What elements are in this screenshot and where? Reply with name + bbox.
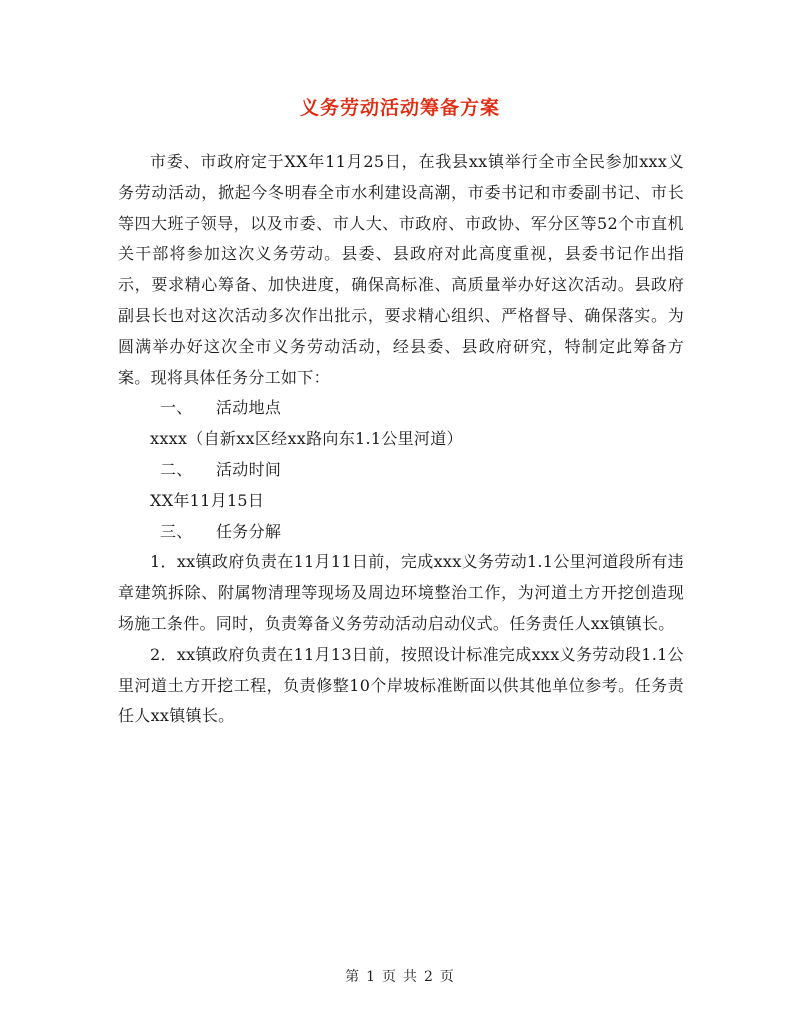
section-title: 任务分解 [216,521,282,541]
footer-word: 共 [403,969,418,985]
section-number: 二、 [160,459,193,479]
page-footer [0,966,800,986]
section-title: 活动地点 [216,398,282,418]
section-number: 三、 [160,521,193,541]
section-number: 一、 [160,398,193,418]
footer-word: 页 [439,969,455,985]
document-body [118,147,684,732]
footer-word: 页 [382,969,397,985]
section-heading-location [118,393,684,424]
time-paragraph: XX年11月15日 [150,490,265,510]
section-heading-time [118,455,684,486]
current-page-number: 1 [366,969,376,985]
section-heading-tasks [118,517,684,548]
document-title: 义务劳动活动筹备方案 [299,97,500,119]
task-2-paragraph: 2．xx镇政府负责在11月13日前，按照设计标准完成xxx义务劳动段1.1公里河道土方开挖工程，负责修整10个岸坡标准断面以供其他单位参考。任务责任人xx镇镇长。 [118,644,684,726]
footer-word: 第 [345,969,361,985]
intro-paragraph: 市委、市政府定于XX年11月25日，在我县xx镇举行全市全民参加xxx义务劳动活动，掀起今冬明春全市水利建设高潮，市委书记和市委副书记、市长等四大班子领导，以及市委、市人大、市政府、市政协、军分区等52个市直机关干部将参加这次义务劳动。县委、县政府对此高度重视，县委书记作出指示，要求精心筹备、加快进度，确保高标准、高质量举办好这次活动。县政府副县长也对这次活动多次作出批示，要求精心组织、严格督导、确保落实。为圆满举办好这次全市义务劳动活动，经县委、县政府研究，特制定此筹备方案。现将具体任务分工如下： [118,152,684,387]
task-1-paragraph: 1．xx镇政府负责在11月11日前，完成xxx义务劳动1.1公里河道段所有违章建筑拆除、附属物清理等现场及周边环境整治工作，为河道土方开挖创造现场施工条件。同时，负责筹备义务劳动活动启动仪式。任务责任人xx镇镇长。 [118,552,684,633]
section-title: 活动时间 [216,459,282,479]
total-pages-number: 2 [424,969,434,985]
location-paragraph: xxxx（自新xx区经xx路向东1.1公里河道） [150,429,463,449]
